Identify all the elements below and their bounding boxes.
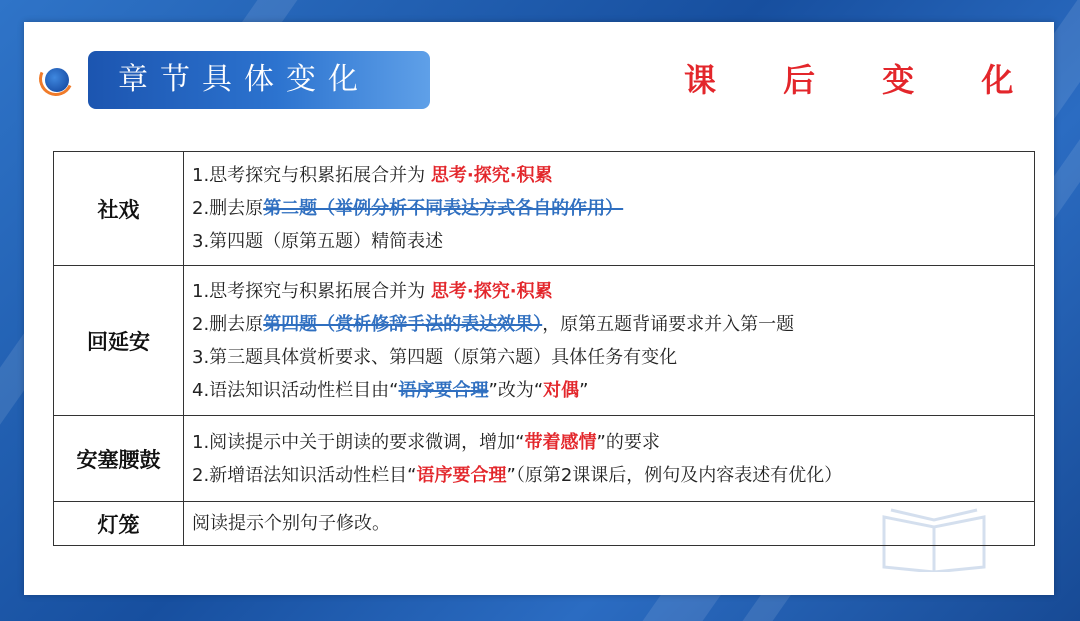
highlight-text: 思考·探究·积累 [430, 280, 553, 302]
highlight-text: 带着感情 [524, 431, 597, 453]
change-item [192, 192, 1034, 225]
bullet-dot-icon [45, 68, 69, 92]
slide-panel [24, 22, 1054, 595]
highlight-text: 思考·探究·积累 [430, 165, 553, 186]
table-row [54, 502, 1035, 546]
item-text: 1.阅读提示中关于朗读的要求微调，增加“ [192, 431, 525, 453]
highlight-text: 语序要合理 [416, 464, 507, 486]
deleted-text: 语序要合理 [398, 379, 489, 401]
change-list [184, 502, 1035, 546]
item-text: 1.思考探究与积累拓展合并为 [192, 280, 431, 302]
item-text: 3.第四题（原第五题）精简表述 [192, 231, 444, 252]
item-text: ，原第五题背诵要求并入第一题 [542, 313, 795, 335]
highlight-text: 对偶 [543, 379, 580, 401]
change-list [184, 416, 1035, 502]
deleted-text: 第二题（举例分析不同表达方式各自的作用） [263, 198, 624, 219]
item-text: 阅读提示个别句子修改。 [192, 513, 390, 534]
changes-table [53, 151, 1035, 546]
change-item [192, 507, 1034, 540]
change-list [184, 152, 1035, 266]
change-list [184, 266, 1035, 416]
item-text: ”改为“ [488, 379, 544, 401]
change-item [192, 426, 1034, 459]
chapter-name: 回延安 [54, 266, 184, 416]
item-text: ”的要求 [596, 431, 660, 453]
page-title: 章节具体变化 [88, 51, 430, 109]
chapter-name: 社戏 [54, 152, 184, 266]
item-text: 2.删去原 [192, 198, 264, 219]
table-row [54, 266, 1035, 416]
item-text: 2.删去原 [192, 313, 264, 335]
change-item [192, 341, 1034, 374]
item-text: 4.语法知识活动性栏目由“ [192, 379, 399, 401]
table-row [54, 152, 1035, 266]
item-text: ”（原第2课课后，例句及内容表述有优化） [506, 464, 843, 486]
item-text: ” [579, 379, 589, 401]
change-item [192, 225, 1034, 258]
item-text: 3.第三题具体赏析要求、第四题（原第六题）具体任务有变化 [192, 346, 678, 368]
section-title: 课 后 变 化 [684, 61, 1042, 99]
change-item [192, 275, 1034, 308]
deleted-text: 第四题（赏析修辞手法的表达效果） [263, 313, 543, 335]
item-text: 2.新增语法知识活动性栏目“ [192, 464, 417, 486]
change-item [192, 374, 1034, 407]
change-item [192, 308, 1034, 341]
item-text: 1.思考探究与积累拓展合并为 [192, 165, 431, 186]
change-item [192, 159, 1034, 192]
table-row [54, 416, 1035, 502]
change-item [192, 459, 1034, 492]
chapter-name: 安塞腰鼓 [54, 416, 184, 502]
chapter-name: 灯笼 [54, 502, 184, 546]
